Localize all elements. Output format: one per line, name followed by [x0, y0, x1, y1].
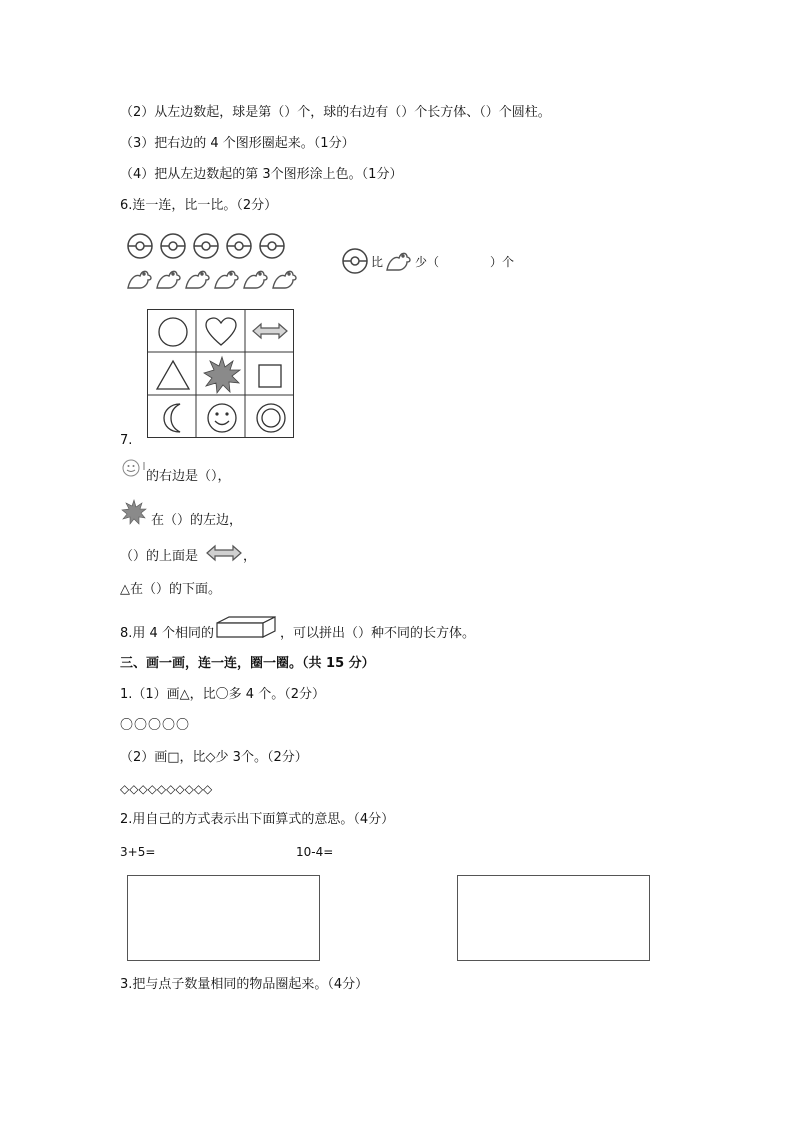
compare-bi-text: 比 — [371, 255, 384, 269]
ball-icon — [128, 234, 152, 258]
q7-number: 7. — [120, 433, 133, 448]
duck-icon — [186, 271, 209, 288]
s3-q3: 3.把与点子数量相同的物品圈起来。（4分） — [120, 977, 369, 992]
triangle-icon — [155, 358, 191, 392]
s3-q1-2: （2）画□，比◇少 3个。（2分） — [120, 750, 308, 765]
ball-icon — [341, 247, 369, 275]
diamonds-row: ◇◇◇◇◇◇◇◇◇◇ — [120, 782, 213, 796]
crescent-icon — [160, 401, 188, 435]
equation-1: 3+5= — [120, 845, 156, 859]
equation-2: 10-4= — [296, 845, 334, 859]
compare-shao-text: 少（ — [415, 255, 440, 269]
duck-icon — [244, 271, 267, 288]
answer-box-2[interactable] — [457, 875, 650, 961]
starburst-icon — [121, 499, 147, 525]
duck-icon — [215, 271, 238, 288]
duck-row — [126, 266, 306, 292]
compare-end-text: ）个 — [490, 255, 515, 269]
circles-row: 〇〇〇〇〇 — [120, 718, 191, 733]
q7-line4: △在（）的下面。 — [120, 582, 221, 597]
s3-q1-1: 1.（1）画△，比〇多 4 个。（2分） — [120, 687, 325, 702]
q5-sub2-text: （2）从左边数起，球是第（）个，球的右边有（）个长方体、（）个圆柱。 — [120, 105, 551, 120]
square-icon — [256, 362, 284, 390]
starburst-icon — [203, 356, 241, 394]
ball-icon — [161, 234, 185, 258]
duck-icon — [273, 271, 296, 288]
duck-icon — [128, 271, 151, 288]
double-arrow-icon — [206, 544, 242, 562]
cuboid-icon — [215, 615, 277, 639]
duck-icon — [385, 248, 413, 274]
shape-grid — [147, 309, 294, 438]
ball-icon — [227, 234, 251, 258]
circle-icon — [156, 315, 190, 349]
double-arrow-icon — [252, 322, 288, 340]
q7-line3-b: ， — [243, 549, 257, 564]
q7-line3-a: （）的上面是 — [120, 549, 199, 564]
ball-icon — [260, 234, 284, 258]
answer-box-1[interactable] — [127, 875, 320, 961]
ball-icon — [194, 234, 218, 258]
heart-icon — [204, 316, 238, 348]
duck-icon — [157, 271, 180, 288]
q8-text-a: 8.用 4 个相同的 — [120, 626, 214, 641]
ball-row — [126, 232, 296, 260]
section3-title: 三、画一画，连一连，圈一圈。（共 15 分） — [120, 656, 375, 671]
q7-line2: 在（）的左边， — [151, 513, 243, 528]
q7-line1: 的右边是（）， — [146, 469, 231, 484]
q6-title: 6.连一连，比一比。（2分） — [120, 198, 278, 213]
smiley-icon — [121, 458, 147, 478]
q5-sub4-text: （4）把从左边数起的第 3个图形涂上色。（1分） — [120, 167, 403, 182]
smiley-icon — [205, 401, 239, 435]
q8-text-b: ，可以拼出（）种不同的长方体。 — [280, 626, 476, 641]
ring-icon — [254, 401, 288, 435]
q5-sub3-text: （3）把右边的 4 个图形圈起来。（1分） — [120, 136, 355, 151]
s3-q2: 2.用自己的方式表示出下面算式的意思。（4分） — [120, 812, 395, 827]
